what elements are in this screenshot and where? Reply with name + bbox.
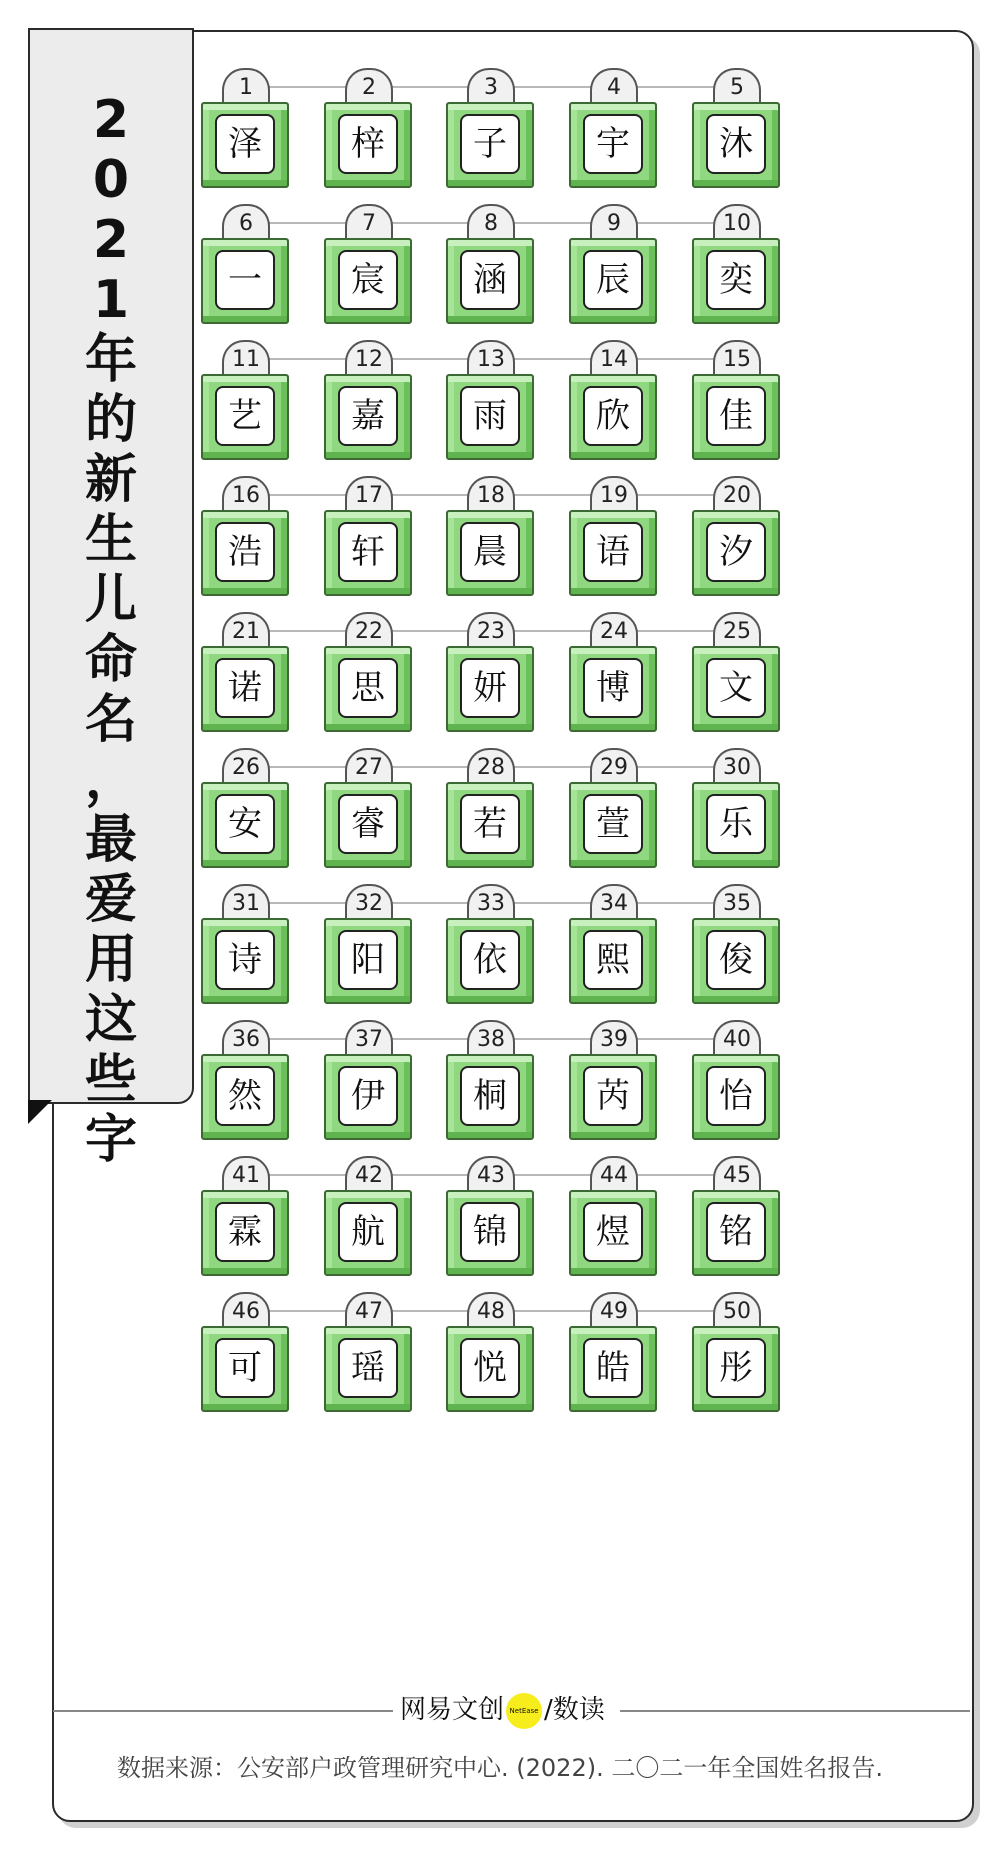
rank-number: 48 bbox=[467, 1292, 515, 1330]
name-item bbox=[324, 884, 412, 1000]
footer-divider-right bbox=[620, 1710, 970, 1712]
name-character: 沐 bbox=[706, 114, 766, 174]
name-item bbox=[201, 884, 289, 1000]
rank-number: 43 bbox=[467, 1156, 515, 1194]
brand-column: 数读 bbox=[552, 1695, 605, 1725]
rank-number: 25 bbox=[713, 612, 761, 650]
name-character: 晨 bbox=[460, 522, 520, 582]
name-character: 宸 bbox=[338, 250, 398, 310]
name-item bbox=[324, 1020, 412, 1136]
name-item bbox=[201, 612, 289, 728]
rank-number: 12 bbox=[345, 340, 393, 378]
name-key bbox=[569, 238, 657, 324]
name-key bbox=[324, 1054, 412, 1140]
rank-number: 39 bbox=[590, 1020, 638, 1058]
name-item bbox=[324, 748, 412, 864]
name-item bbox=[446, 68, 534, 184]
title-panel bbox=[28, 28, 194, 1170]
name-key bbox=[324, 782, 412, 868]
name-key bbox=[569, 1190, 657, 1276]
name-item bbox=[324, 68, 412, 184]
name-item bbox=[201, 204, 289, 320]
name-character: 伊 bbox=[338, 1066, 398, 1126]
name-item bbox=[569, 1020, 657, 1136]
name-item bbox=[692, 1292, 780, 1408]
rank-number: 8 bbox=[467, 204, 515, 242]
name-key bbox=[201, 918, 289, 1004]
name-key bbox=[201, 238, 289, 324]
name-item bbox=[692, 612, 780, 728]
rank-number: 42 bbox=[345, 1156, 393, 1194]
brand-name: 网易文创 bbox=[400, 1695, 505, 1725]
rank-number: 50 bbox=[713, 1292, 761, 1330]
rank-number: 23 bbox=[467, 612, 515, 650]
name-key bbox=[324, 238, 412, 324]
name-character: 汐 bbox=[706, 522, 766, 582]
name-key bbox=[201, 1326, 289, 1412]
name-character: 安 bbox=[215, 794, 275, 854]
name-key bbox=[692, 646, 780, 732]
name-character: 梓 bbox=[338, 114, 398, 174]
name-item bbox=[692, 1020, 780, 1136]
rank-number: 21 bbox=[222, 612, 270, 650]
name-key bbox=[324, 1326, 412, 1412]
name-character: 然 bbox=[215, 1066, 275, 1126]
name-key bbox=[569, 918, 657, 1004]
name-item bbox=[201, 340, 289, 456]
name-character: 诺 bbox=[215, 658, 275, 718]
name-character: 艺 bbox=[215, 386, 275, 446]
name-item bbox=[201, 68, 289, 184]
name-key bbox=[324, 510, 412, 596]
name-key bbox=[446, 1054, 534, 1140]
name-key bbox=[201, 646, 289, 732]
name-key bbox=[692, 782, 780, 868]
name-item bbox=[692, 476, 780, 592]
name-character: 诗 bbox=[215, 930, 275, 990]
rank-number: 37 bbox=[345, 1020, 393, 1058]
name-item bbox=[692, 884, 780, 1000]
name-character: 俊 bbox=[706, 930, 766, 990]
name-item bbox=[692, 340, 780, 456]
rank-number: 5 bbox=[713, 68, 761, 106]
rank-number: 22 bbox=[345, 612, 393, 650]
name-key bbox=[692, 1054, 780, 1140]
rank-number: 32 bbox=[345, 884, 393, 922]
name-key bbox=[569, 1054, 657, 1140]
name-character: 依 bbox=[460, 930, 520, 990]
rank-number: 15 bbox=[713, 340, 761, 378]
name-character: 嘉 bbox=[338, 386, 398, 446]
name-character: 奕 bbox=[706, 250, 766, 310]
title-notch bbox=[28, 1100, 52, 1124]
rank-number: 17 bbox=[345, 476, 393, 514]
name-character: 涵 bbox=[460, 250, 520, 310]
name-key bbox=[324, 374, 412, 460]
name-character: 煜 bbox=[583, 1202, 643, 1262]
brand-badge: NetEase bbox=[506, 1693, 542, 1729]
rank-number: 46 bbox=[222, 1292, 270, 1330]
rank-number: 13 bbox=[467, 340, 515, 378]
name-item bbox=[324, 204, 412, 320]
name-key bbox=[201, 102, 289, 188]
name-character: 子 bbox=[460, 114, 520, 174]
name-character: 萱 bbox=[583, 794, 643, 854]
name-key bbox=[569, 646, 657, 732]
name-item bbox=[569, 1156, 657, 1272]
name-character: 悦 bbox=[460, 1338, 520, 1398]
name-item bbox=[446, 204, 534, 320]
name-item bbox=[324, 340, 412, 456]
name-character: 语 bbox=[583, 522, 643, 582]
name-key bbox=[692, 918, 780, 1004]
name-key bbox=[692, 102, 780, 188]
name-key bbox=[446, 102, 534, 188]
rank-number: 28 bbox=[467, 748, 515, 786]
name-character: 思 bbox=[338, 658, 398, 718]
name-key bbox=[569, 510, 657, 596]
rank-number: 16 bbox=[222, 476, 270, 514]
name-key bbox=[446, 1190, 534, 1276]
rank-number: 41 bbox=[222, 1156, 270, 1194]
name-key bbox=[201, 782, 289, 868]
name-character: 一 bbox=[215, 250, 275, 310]
name-key bbox=[201, 510, 289, 596]
name-item bbox=[324, 1292, 412, 1408]
name-key bbox=[569, 1326, 657, 1412]
rank-number: 29 bbox=[590, 748, 638, 786]
name-key bbox=[692, 1326, 780, 1412]
name-character: 阳 bbox=[338, 930, 398, 990]
name-item bbox=[446, 1156, 534, 1272]
name-key bbox=[446, 782, 534, 868]
name-key bbox=[324, 918, 412, 1004]
name-key bbox=[569, 102, 657, 188]
name-character: 佳 bbox=[706, 386, 766, 446]
name-character: 欣 bbox=[583, 386, 643, 446]
name-character: 妍 bbox=[460, 658, 520, 718]
rank-number: 6 bbox=[222, 204, 270, 242]
rank-number: 36 bbox=[222, 1020, 270, 1058]
name-character: 若 bbox=[460, 794, 520, 854]
name-key bbox=[446, 1326, 534, 1412]
name-item bbox=[324, 1156, 412, 1272]
rank-number: 27 bbox=[345, 748, 393, 786]
name-character: 可 bbox=[215, 1338, 275, 1398]
rank-number: 2 bbox=[345, 68, 393, 106]
name-item bbox=[446, 1020, 534, 1136]
name-character: 航 bbox=[338, 1202, 398, 1262]
rank-number: 10 bbox=[713, 204, 761, 242]
rank-number: 30 bbox=[713, 748, 761, 786]
rank-number: 34 bbox=[590, 884, 638, 922]
name-character: 博 bbox=[583, 658, 643, 718]
name-key bbox=[692, 510, 780, 596]
brand-separator: / bbox=[544, 1695, 553, 1725]
name-key bbox=[446, 918, 534, 1004]
name-key bbox=[446, 510, 534, 596]
name-item bbox=[201, 1020, 289, 1136]
rank-number: 1 bbox=[222, 68, 270, 106]
brand-logo bbox=[400, 1690, 615, 1730]
name-key bbox=[201, 374, 289, 460]
name-item bbox=[201, 1156, 289, 1272]
name-key bbox=[692, 374, 780, 460]
name-key bbox=[446, 374, 534, 460]
name-item bbox=[201, 1292, 289, 1408]
name-character: 乐 bbox=[706, 794, 766, 854]
rank-number: 35 bbox=[713, 884, 761, 922]
name-character: 霖 bbox=[215, 1202, 275, 1262]
name-character: 浩 bbox=[215, 522, 275, 582]
name-character: 宇 bbox=[583, 114, 643, 174]
name-character: 彤 bbox=[706, 1338, 766, 1398]
name-key bbox=[569, 374, 657, 460]
rank-number: 44 bbox=[590, 1156, 638, 1194]
name-character: 辰 bbox=[583, 250, 643, 310]
rank-number: 14 bbox=[590, 340, 638, 378]
name-character: 桐 bbox=[460, 1066, 520, 1126]
rank-number: 38 bbox=[467, 1020, 515, 1058]
rank-number: 45 bbox=[713, 1156, 761, 1194]
rank-number: 20 bbox=[713, 476, 761, 514]
name-item bbox=[446, 884, 534, 1000]
name-item bbox=[569, 476, 657, 592]
rank-number: 11 bbox=[222, 340, 270, 378]
name-item bbox=[569, 1292, 657, 1408]
name-item bbox=[324, 476, 412, 592]
rank-number: 47 bbox=[345, 1292, 393, 1330]
name-item bbox=[692, 68, 780, 184]
name-key bbox=[324, 646, 412, 732]
data-source: 数据来源：公安部户政管理研究中心. (2022). 二〇二一年全国姓名报告. bbox=[117, 1754, 883, 1782]
name-character: 锦 bbox=[460, 1202, 520, 1262]
name-key bbox=[692, 238, 780, 324]
name-item bbox=[569, 748, 657, 864]
name-item bbox=[569, 884, 657, 1000]
name-character: 皓 bbox=[583, 1338, 643, 1398]
rank-number: 7 bbox=[345, 204, 393, 242]
name-item bbox=[569, 612, 657, 728]
rank-number: 24 bbox=[590, 612, 638, 650]
rank-number: 40 bbox=[713, 1020, 761, 1058]
name-key bbox=[324, 1190, 412, 1276]
name-item bbox=[569, 204, 657, 320]
name-character: 轩 bbox=[338, 522, 398, 582]
footer-divider-left bbox=[53, 1710, 393, 1712]
name-character: 芮 bbox=[583, 1066, 643, 1126]
name-key bbox=[446, 238, 534, 324]
rank-number: 49 bbox=[590, 1292, 638, 1330]
name-character: 怡 bbox=[706, 1066, 766, 1126]
name-character: 瑶 bbox=[338, 1338, 398, 1398]
name-character: 文 bbox=[706, 658, 766, 718]
name-character: 雨 bbox=[460, 386, 520, 446]
name-item bbox=[324, 612, 412, 728]
name-item bbox=[446, 476, 534, 592]
name-character: 睿 bbox=[338, 794, 398, 854]
name-character: 熙 bbox=[583, 930, 643, 990]
name-item bbox=[569, 68, 657, 184]
name-item bbox=[692, 748, 780, 864]
rank-number: 3 bbox=[467, 68, 515, 106]
name-item bbox=[201, 748, 289, 864]
name-item bbox=[201, 476, 289, 592]
name-item bbox=[569, 340, 657, 456]
name-item bbox=[446, 612, 534, 728]
name-item bbox=[692, 204, 780, 320]
name-character: 铭 bbox=[706, 1202, 766, 1262]
name-character: 泽 bbox=[215, 114, 275, 174]
rank-number: 18 bbox=[467, 476, 515, 514]
name-key bbox=[324, 102, 412, 188]
rank-number: 33 bbox=[467, 884, 515, 922]
name-item bbox=[446, 340, 534, 456]
rank-number: 31 bbox=[222, 884, 270, 922]
name-item bbox=[446, 1292, 534, 1408]
name-key bbox=[692, 1190, 780, 1276]
rank-number: 19 bbox=[590, 476, 638, 514]
rank-number: 26 bbox=[222, 748, 270, 786]
name-item bbox=[692, 1156, 780, 1272]
rank-number: 9 bbox=[590, 204, 638, 242]
name-key bbox=[201, 1054, 289, 1140]
name-key bbox=[201, 1190, 289, 1276]
name-key bbox=[446, 646, 534, 732]
name-key bbox=[569, 782, 657, 868]
rank-number: 4 bbox=[590, 68, 638, 106]
page-title: 2 0 2 1 年 的 新 生 儿 命 名 ， 最 爱 用 这 些 字 bbox=[84, 90, 137, 1170]
name-item bbox=[446, 748, 534, 864]
